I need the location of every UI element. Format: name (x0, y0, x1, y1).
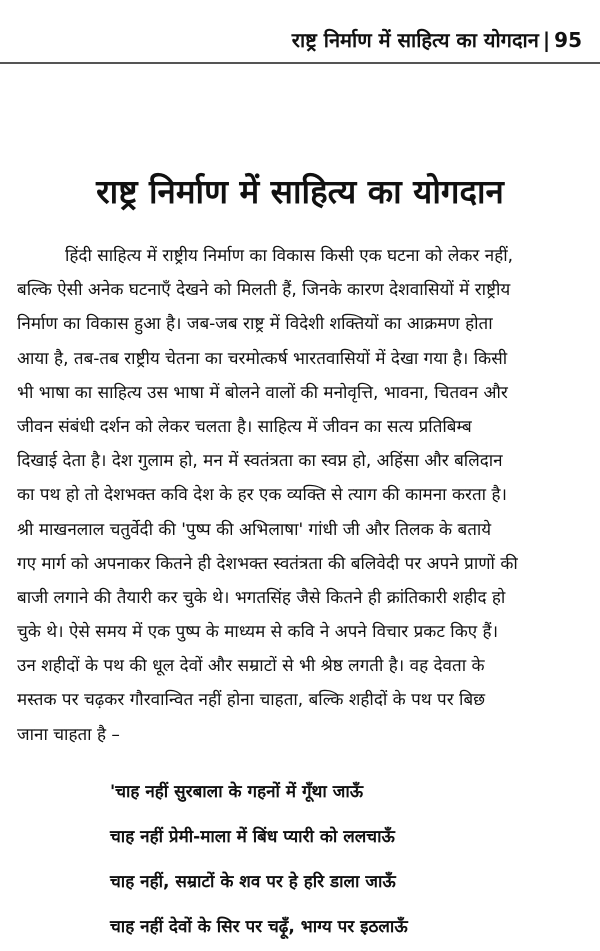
chapter-title: राष्ट्र निर्माण में साहित्य का योगदान (96, 172, 504, 211)
paragraph-line: गए मार्ग को अपनाकर कितने ही देशभक्त स्वतंत्रता की बलिवेदी पर अपने प्राणों की (17, 553, 518, 574)
header-separator: | (542, 28, 551, 52)
paragraph-line: निर्माण का विकास हुआ है। जब-जब राष्ट्र में विदेशी शक्तियों का आक्रमण होता (17, 314, 493, 335)
header-rule (0, 62, 600, 64)
paragraph-line: हिंदी साहित्य में राष्ट्रीय निर्माण का विकास किसी एक घटना को लेकर नहीं, (65, 246, 514, 266)
body-paragraph (17, 239, 587, 752)
paragraph-line: का पथ हो तो देशभक्त कवि देश के हर एक व्यक्ति से त्याग की कामना करता है। (17, 485, 507, 506)
paragraph-line: जीवन संबंधी दर्शन को लेकर चलता है। साहित्य में जीवन का सत्य प्रतिबिम्ब (17, 416, 472, 437)
paragraph-line: उन शहीदों के पथ की धूल देवों और सम्राटों से भी श्रेष्ठ लगती है। वह देवता के (17, 656, 485, 677)
paragraph-line: भी भाषा का साहित्य उस भाषा में बोलने वालों की मनोवृत्ति, भावना, चितवन और (17, 382, 508, 403)
paragraph-line: बाजी लगाने की तैयारी कर चुके थे। भगतसिंह जैसे कितने ही क्रांतिकारी शहीद हो (17, 587, 506, 608)
poem-line: चाह नहीं प्रेमी-माला में बिंध प्यारी को ललचाऊँ (110, 827, 395, 847)
paragraph-line: आया है, तब-तब राष्ट्रीय चेतना का चरमोत्कर्ष भारतवासियों में देखा गया है। किसी (17, 348, 508, 369)
running-title: राष्ट्र निर्माण में साहित्य का योगदान (291, 28, 539, 52)
paragraph-line: चुके थे। ऐसे समय में एक पुष्प के माध्यम से कवि ने अपने विचार प्रकट किए हैं। (17, 622, 499, 643)
poem-block (110, 770, 580, 950)
paragraph-line: बल्कि ऐसी अनेक घटनाएँ देखने को मिलती हैं, जिनके कारण देशवासियों में राष्ट्रीय (17, 280, 511, 301)
paragraph-line: श्री माखनलाल चतुर्वेदी की 'पुष्प की अभिलाषा' गांधी जी और तिलक के बताये (17, 519, 492, 540)
poem-line: चाह नहीं देवों के सिर पर चढ़ूँ, भाग्य पर इठलाऊँ (110, 917, 408, 937)
paragraph-line: दिखाई देता है। देश गुलाम हो, मन में स्वतंत्रता का स्वप्न हो, अहिंसा और बलिदान (17, 451, 503, 472)
paragraph-line: मस्तक पर चढ़कर गौरवान्वित नहीं होना चाहता, बल्कि शहीदों के पथ पर बिछ (17, 690, 486, 711)
page-number: 95 (554, 28, 582, 52)
poem-line: चाह नहीं, सम्राटों के शव पर हे हरि डाला जाऊँ (110, 872, 396, 892)
poem-line: 'चाह नहीं सुरबाला के गहनों में गूँथा जाऊँ (110, 782, 364, 802)
running-header (18, 28, 582, 52)
paragraph-line: जाना चाहता है – (17, 724, 120, 745)
